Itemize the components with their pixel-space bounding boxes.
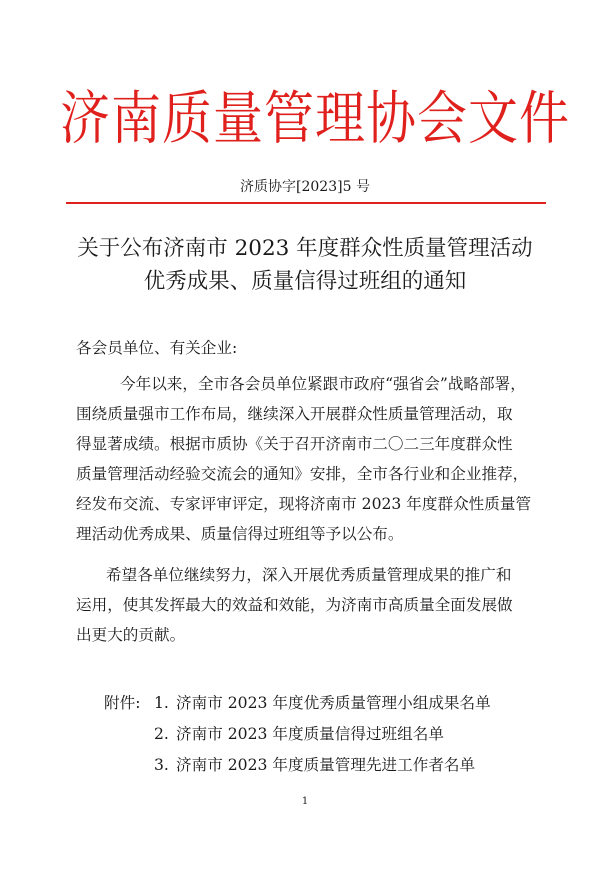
document-number: 济质协字[2023]5 号 — [240, 179, 370, 195]
paragraph-line: 得显著成绩。根据市质协《关于召开济南市二〇二三年度群众性 — [76, 435, 513, 453]
notice-title-line-1: 关于公布济南市 2023 年度群众性质量管理活动 — [77, 236, 533, 261]
attachment-number: 3. — [154, 756, 169, 774]
attachments-label: 附件: — [104, 694, 141, 712]
attachment-item-1 — [104, 688, 491, 719]
paragraph-line: 围绕质量强市工作布局，继续深入开展群众性质量管理活动，取 — [76, 405, 513, 423]
attachment-item-2 — [104, 719, 491, 750]
attachments-list — [104, 688, 491, 781]
paragraph-line: 今年以来，全市各会员单位紧跟市政府“强省会”战略部署， — [120, 375, 526, 393]
paragraph-line: 出更大的贡献。 — [76, 626, 186, 644]
body-paragraph-2 — [76, 560, 544, 650]
paragraph-line: 经发布交流、专家评审评定，现将济南市 2023 年度群众性质量管 — [76, 495, 532, 513]
paragraph-line: 希望各单位继续努力，深入开展优秀质量管理成果的推广和 — [106, 566, 512, 584]
body-paragraph-1 — [76, 369, 544, 549]
header-divider-line — [66, 202, 546, 204]
paragraph-line: 理活动优秀成果、质量信得过班组等予以公布。 — [76, 525, 404, 543]
attachment-item-3 — [104, 750, 491, 781]
attachment-number: 2. — [154, 725, 169, 743]
attachment-number: 1. — [154, 694, 169, 712]
notice-title-line-2: 优秀成果、质量信得过班组的通知 — [143, 269, 467, 294]
salutation: 各会员单位、有关企业: — [76, 339, 238, 357]
attachment-text: 济南市 2023 年度质量管理先进工作者名单 — [176, 756, 476, 774]
organization-header-title: 济南质量管理协会文件 — [60, 84, 570, 152]
paragraph-line: 质量管理活动经验交流会的通知》安排，全市各行业和企业推荐， — [76, 465, 529, 483]
paragraph-line: 运用，使其发挥最大的效益和效能，为济南市高质量全面发展做 — [76, 596, 513, 614]
page-number: 1 — [301, 796, 309, 807]
notice-title — [40, 232, 570, 298]
attachment-text: 济南市 2023 年度优秀质量管理小组成果名单 — [176, 694, 491, 712]
attachment-text: 济南市 2023 年度质量信得过班组名单 — [176, 725, 444, 743]
